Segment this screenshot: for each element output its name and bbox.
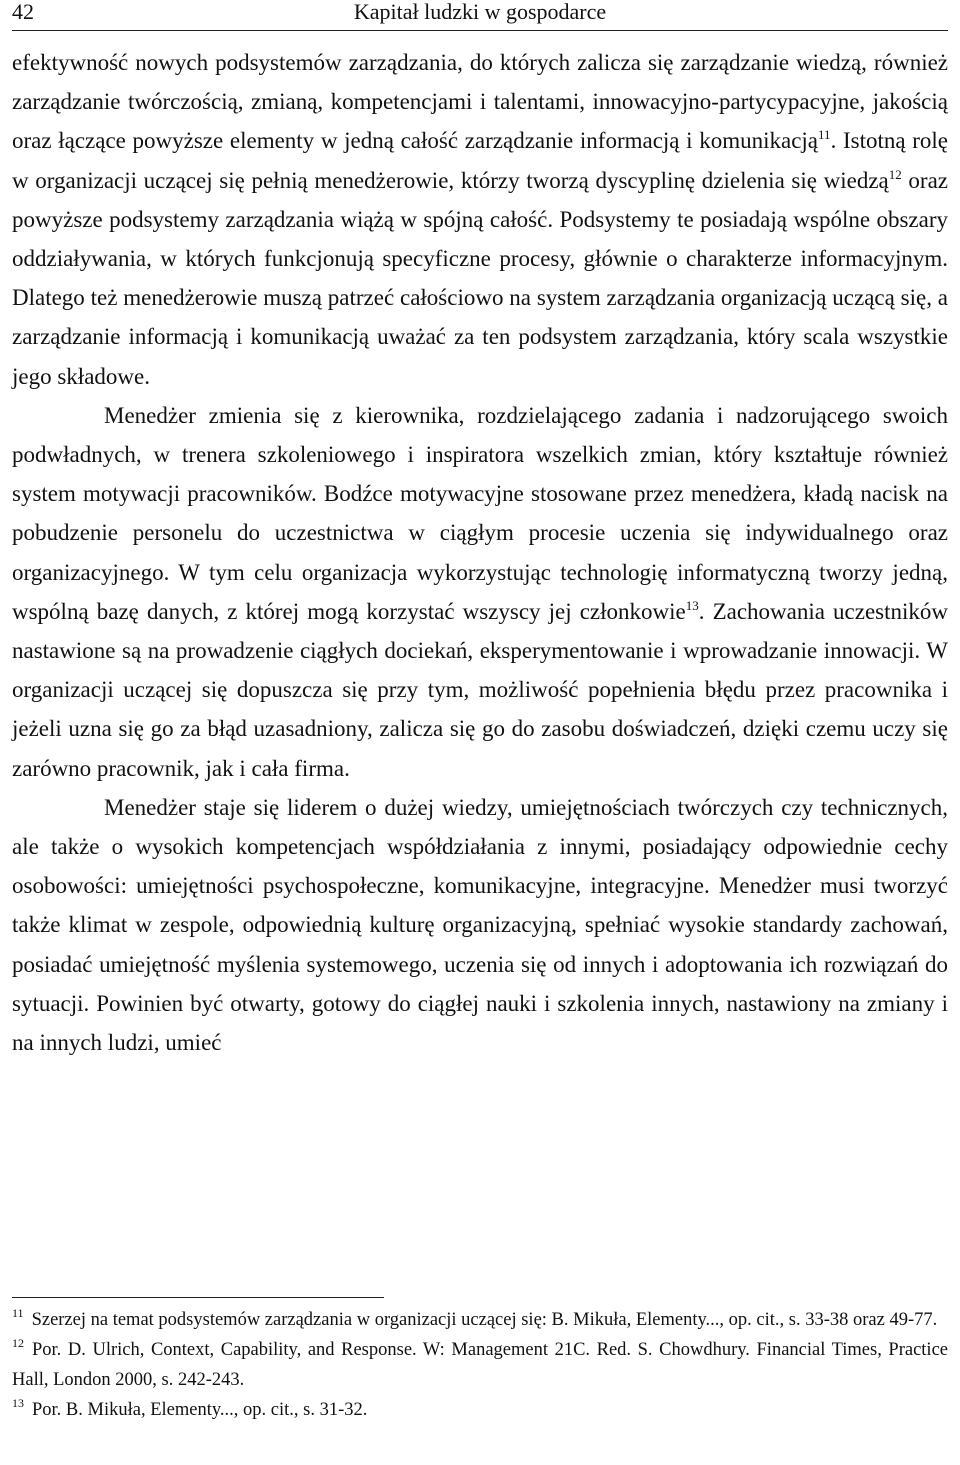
page-number: 42 <box>12 0 34 24</box>
paragraph-2 <box>12 396 948 788</box>
paragraph-2-text-1: Menedżer zmienia się z kierownika, rozdzielającego zadania i nadzorującego swoich podwładnych, w trenera szkoleniowego i inspiratora wszelkich zmian, który kształtuje również system motywacji pracowników. Bodźce motywacyjne stosowane przez menedżera, kładą nacisk na pobudzenie personelu do uczestnictwa w ciągłym procesie uczenia się indywidualnego oraz organizacyjnego. W tym celu organizacja wykorzystując technologię informatyczną tworzy jedną, wspólną bazę danych, z której mogą korzystać wszyscy jej członkowie <box>12 402 948 624</box>
footnote-divider <box>12 1297 384 1298</box>
running-title: Kapitał ludzki w gospodarce <box>353 0 607 24</box>
footnote-text: Por. B. Mikuła, Elementy..., op. cit., s. 31-32. <box>32 1400 368 1420</box>
paragraph-1-text-3: oraz powyższe podsystemy zarządzania wiążą w spójną całość. Podsystemy te posiadają wspólne obszary oddziaływania, w których funkcjonują specyficzne procesy, głównie o charakterze informacyjnym. Dlatego też menedżerowie muszą patrzeć całościowo na system zarządzania organizacją uczącą się, a zarządzanie informacją i komunikacją uważać za ten podsystem zarządzania, który scala wszystkie jego składowe. <box>12 167 948 389</box>
paragraph-1-text-2: . Istotną rolę w organizacji uczącej się pełnią menedżerowie, którzy tworzą dyscyplinę dzielenia się wiedzą <box>12 128 948 193</box>
footnote-number: 11 <box>12 1306 24 1320</box>
footnote-ref-13: 13 <box>685 597 699 613</box>
footnote-12 <box>12 1335 948 1395</box>
footnote-ref-11: 11 <box>818 127 831 143</box>
paragraph-3-text-1: Menedżer staje się liderem o dużej wiedzy, umiejętnościach twórczych czy technicznych, ale także o wysokich kompetencjach współdziałania z innymi, posiadający odpowiednie cechy osobowości: umiejętności psychospołeczne, komunikacyjne, integracyjne. Menedżer musi tworzyć także klimat w zespole, odpowiednią kulturę organizacyjną, spełniać wysokie standardy zachowań, posiadać umiejętność myślenia systemowego, uczenia się od innych i adoptowania ich rozwiązań do sytuacji. Powinien być otwarty, gotowy do ciągłej nauki i szkolenia innych, nastawiony na zmiany i na innych ludzi, umieć <box>12 794 948 1056</box>
paragraph-2-text-2: . Zachowania uczestników nastawione są na prowadzenie ciągłych dociekań, eksperymentowanie i wprowadzanie innowacji. W organizacji uczącej się dopuszcza się przy tym, możliwość popełnienia błędu przez pracownika i jeżeli uzna się go za błąd uzasadniony, zalicza się go do zasobu doświadczeń, dzięki czemu uczy się zarówno pracownik, jak i cała firma. <box>12 598 949 781</box>
footnote-ref-12: 12 <box>888 166 902 182</box>
footnote-13 <box>12 1395 948 1425</box>
footnotes <box>12 1305 948 1425</box>
paragraph-1-text-1: efektywność nowych podsystemów zarządzania, do których zalicza się zarządzanie wiedzą, również zarządzanie twórczością, zmianą, kompetencjami i talentami, innowacyjno-partycypacyjne, jakością oraz łączące powyższe elementy w jedną całość zarządzanie informacją i komunikacją <box>12 50 948 154</box>
paragraph-1 <box>12 43 948 396</box>
footnote-text: Szerzej na temat podsystemów zarządzania w organizacji uczącej się: B. Mikuła, Elementy..., op. cit., s. 33-38 oraz 49-77. <box>31 1310 938 1330</box>
footnote-number: 12 <box>12 1336 24 1350</box>
paragraph-3 <box>12 788 948 1062</box>
page-header <box>12 0 948 31</box>
footnote-text: Por. D. Ulrich, Context, Capability, and Response. W: Management 21C. Red. S. Chowdhury. Financial Times, Practice Hall, London 2000, s. 242-243. <box>12 1340 948 1390</box>
footnote-11 <box>12 1305 948 1335</box>
footnote-number: 13 <box>12 1396 24 1410</box>
body-text <box>12 43 948 1062</box>
